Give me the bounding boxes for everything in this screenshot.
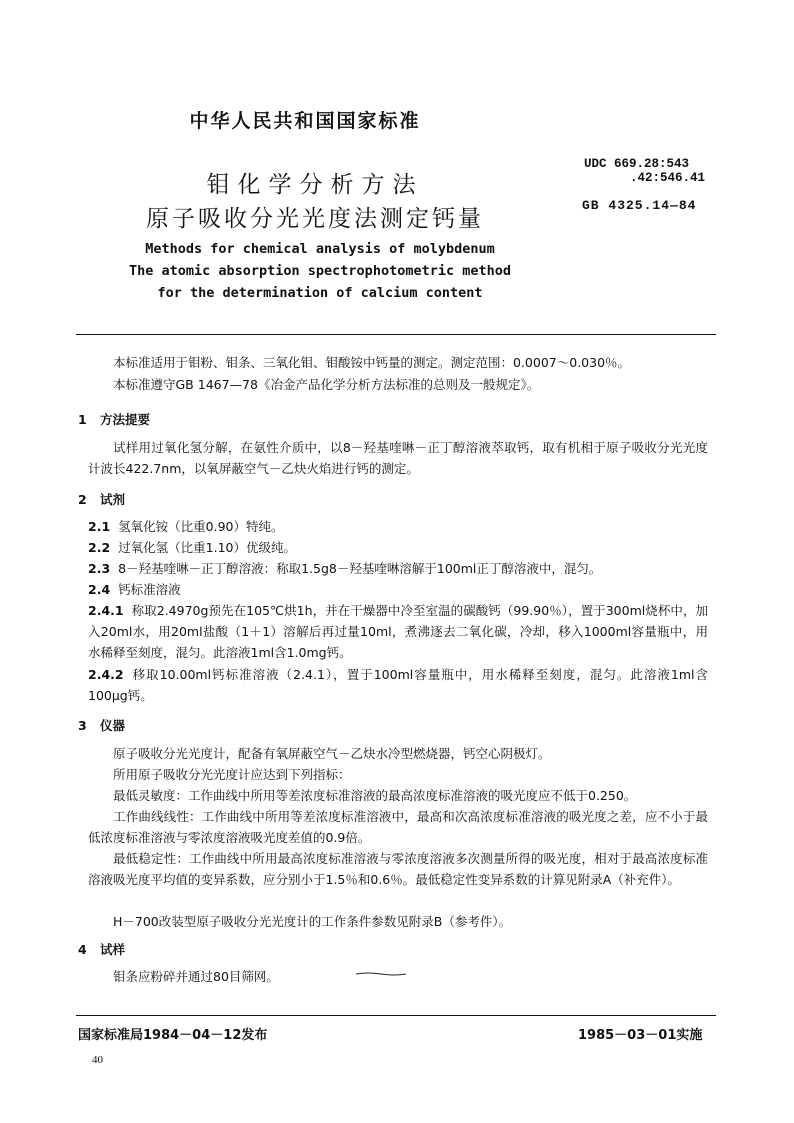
title-english-line-3: for the determination of calcium content [157, 285, 483, 301]
item-2-1 [88, 516, 708, 537]
item-text: 过氧化氢（比重1.10）优级纯。 [118, 540, 296, 555]
title-chinese-line-1: 钼化学分析方法 [206, 172, 424, 198]
section-4-text: 钼条应粉碎并通过80目筛网。 [113, 969, 279, 984]
section-number: 4 [78, 942, 87, 957]
item-text: 氢氧化铵（比重0.90）特纯。 [118, 519, 284, 534]
item-2-3 [88, 558, 708, 579]
section-4-heading [78, 940, 125, 958]
effective-date: 1985－03－01实施 [578, 1028, 703, 1043]
section-3-heading [78, 716, 125, 734]
item-2-4-2 [88, 664, 708, 706]
section-3-paragraph-6: H－700改装型原子吸收分光光度计的工作条件参数见附录B（参考件）。 [113, 914, 512, 929]
item-text: 称取2.4970g预先在105℃烘1h，并在干燥器中冷至室温的碳酸钙（99.90％），置于300ml烧杯中，加入20ml水，用20ml盐酸（1＋1）溶解后再过量10ml，煮沸逐去二氧化碳，冷却，移入1000ml容量瓶中，用水稀释至刻度，混匀。此溶液1ml含1.0mg钙。 [88, 603, 708, 660]
item-text: 8－羟基喹啉－正丁醇溶液：称取1.5g8－羟基喹啉溶解于100ml正丁醇溶液中，混匀。 [118, 561, 602, 576]
section-3-paragraph-2: 所用原子吸收分光光度计应达到下列指标： [113, 767, 351, 782]
page-number: 40 [92, 1054, 103, 1066]
section-1-heading [78, 410, 150, 428]
section-2-heading [78, 490, 125, 508]
section-title: 方法提要 [100, 412, 151, 427]
issued-date: 国家标准局1984－04－12发布 [78, 1028, 268, 1043]
item-number: 2.4 [88, 582, 111, 597]
item-number: 2.2 [88, 540, 111, 555]
section-3-paragraph-4: 工作曲线线性：工作曲线中所用等差浓度标准溶液中，最高和次高浓度标准溶液的吸光度之差，应不小于最低浓度标准溶液与零浓度溶液吸光度差值的0.9倍。 [88, 809, 708, 845]
item-number: 2.4.2 [88, 667, 124, 682]
section-title: 仪器 [100, 718, 126, 733]
title-chinese-line-2: 原子吸收分光光度法测定钙量 [146, 206, 484, 232]
item-number: 2.3 [88, 561, 111, 576]
gb-standard-code: GB 4325.14—84 [582, 198, 697, 213]
item-number: 2.4.1 [88, 603, 124, 618]
title-english-line-1: Methods for chemical analysis of molybdenum [145, 241, 495, 257]
footer-divider [76, 1015, 716, 1016]
section-title: 试剂 [100, 492, 126, 507]
section-number: 2 [78, 492, 87, 507]
item-text: 移取10.00ml钙标准溶液（2.4.1），置于100ml容量瓶中，用水稀释至刻度，混匀。此溶液1ml含100μg钙。 [88, 667, 708, 703]
national-standard-heading: 中华人民共和国国家标准 [189, 110, 421, 132]
item-text: 钙标准溶液 [118, 582, 181, 597]
section-number: 1 [78, 412, 87, 427]
udc-code-line-2: .42:546.41 [630, 171, 706, 185]
intro-scope-paragraph: 本标准适用于钼粉、钼条、三氧化钼、钼酸铵中钙量的测定。测定范围：0.0007～0.030％。 [113, 355, 631, 370]
title-english-line-2: The atomic absorption spectrophotometric method [128, 263, 511, 279]
header-divider [76, 334, 716, 335]
section-3-paragraph-1: 原子吸收分光光度计，配备有氧屏蔽空气－乙炔水冷型燃烧器，钙空心阴极灯。 [113, 746, 551, 761]
item-number: 2.1 [88, 519, 111, 534]
section-3-paragraph-5: 最低稳定性：工作曲线中所用最高浓度标准溶液与零浓度溶液多次测量所得的吸光度，相对于最高浓度标准溶液吸光度平均值的变异系数，应分别小于1.5％和0.6％。最低稳定性变异系数的计算见附录A（补充件）。 [88, 851, 708, 887]
section-number: 3 [78, 718, 87, 733]
section-3-paragraph-3: 最低灵敏度：工作曲线中所用等差浓度标准溶液的最高浓度标准溶液的吸光度应不低于0.250。 [113, 788, 637, 803]
udc-code-line-1: UDC 669.28:543 [584, 157, 690, 171]
item-2-4 [88, 579, 708, 600]
item-2-2 [88, 537, 708, 558]
item-2-4-1 [88, 600, 708, 663]
section-title: 试样 [100, 942, 126, 957]
pen-mark [356, 972, 406, 976]
intro-compliance-paragraph: 本标准遵守GB 1467—78《冶金产品化学分析方法标准的总则及一般规定》。 [113, 377, 540, 392]
section-1-text: 试样用过氧化氢分解，在氨性介质中，以8－羟基喹啉－正丁醇溶液萃取钙，取有机相于原子吸收分光光度计波长422.7nm，以氧屏蔽空气－乙炔火焰进行钙的测定。 [88, 440, 708, 476]
